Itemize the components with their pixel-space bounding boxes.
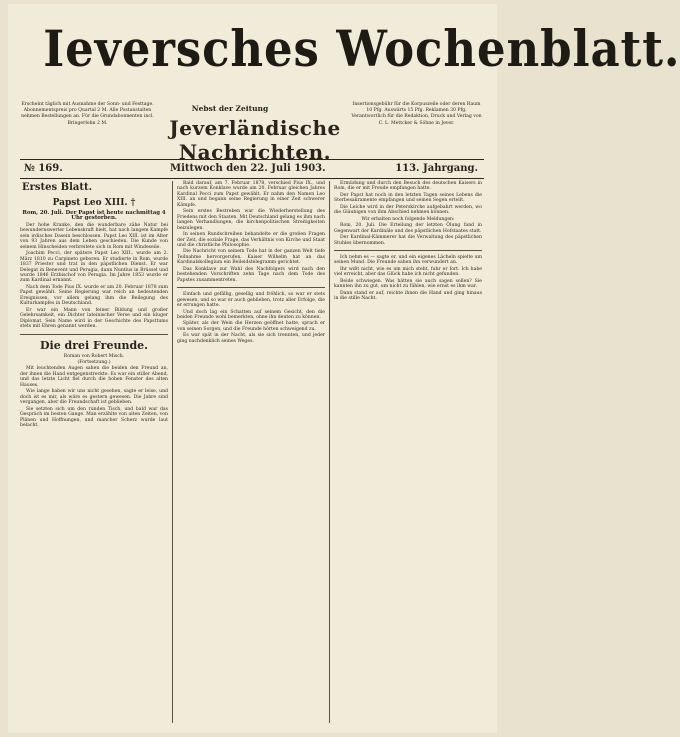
newspaper-page	[8, 4, 680, 733]
subtitle: Jeverländische Nachrichten.	[169, 116, 341, 164]
story-paragraph: Sie setzten sich um den runden Tisch, und bald war das Gespräch im besten Gange. Man erzählte von alten Zeiten, von Plänen und Hoffnungen, und mancher Scherz wurde laut belacht.	[20, 406, 168, 428]
article-paragraph: Die Nachricht von seinem Tode hat in der ganzen Welt tiefe Teilnahme hervorgerufen. Kaiser Wilhelm hat an das Kardinalskollegium ein Beileidstelegramm gerichtet.	[177, 249, 325, 266]
article-paragraph: Bald darauf, am 7. Februar 1878, verschied Pius IX., und nach kurzem Konklave wurde am 20. Februar gleichen Jahres Kardinal Pecci zum Papst gewählt. Er nahm den Namen Leo XIII. an und begann seine Regierung in einer Zeit schwerer Kämpfe.	[177, 181, 325, 208]
news-note: Rom, 20. Juli. Die Erteilung der letzten Ölung fand in Gegenwart der Kardinäle und des päpstlichen Hofstaates statt.	[334, 223, 482, 234]
column-1	[20, 181, 168, 723]
advertising-info: Insertionsgebühr für die Korpuszeile oder deren Raum 10 Pfg. Auswärts 15 Pfg. Reklamen 30 Pfg. Verantwortlich für die Redaktion, Druck und Verlag von C. L. Mettcker & Söhne in Jever.	[351, 102, 482, 126]
issue-date: Mittwoch den 22. Juli 1903.	[170, 163, 326, 174]
story-continuation: (Fortsetzung.)	[77, 359, 111, 365]
story-paragraph: Beide schwiegen. Was hätten sie auch sagen sollen? Sie kannten ihn zu gut, um nicht zu fühlen, wie ernst es ihm war.	[334, 278, 482, 290]
feuilleton-rule	[20, 334, 168, 335]
story-title: Die drei Freunde.	[40, 338, 148, 352]
supplement-note: Nebst der Zeitung	[191, 104, 269, 113]
article-paragraph: Der Papst hat noch in den letzten Tagen seines Lebens die Sterbesakramente empfangen und seinen Segen erteilt.	[334, 192, 482, 204]
story-paragraph: Es war spät in der Nacht, als sie sich trennten, und jeder ging nachdenklich seines Weges.	[177, 333, 325, 344]
dateline	[20, 159, 484, 179]
section-heading: Erstes Blatt.	[22, 182, 93, 193]
article-dedication: Rom, 20. Juli. Der Papst ist heute nachmittag 4 Uhr gestorben.	[22, 210, 166, 222]
volume-year: 113. Jahrgang.	[395, 163, 478, 174]
column-rule	[172, 181, 173, 723]
masthead	[20, 10, 680, 88]
story-paragraph: Ich nehm es — sagte er, und ein eigenes Lächeln spielte um seinen Mund. Die Freunde sahen ihn verwundert an.	[334, 254, 482, 266]
story-paragraph: Später, als der Wein die Herzen geöffnet hatte, sprach er von seinen Sorgen, und die Freunde hörten schweigend zu.	[177, 321, 325, 332]
article-paragraph: Nach dem Tode Pius IX. wurde er am 20. Februar 1878 zum Papst gewählt. Seine Regierung war reich an bedeutenden Ereignissen, vor allem gelang ihm die Beilegung des Kulturkampfes in Deutschland.	[20, 284, 168, 307]
column-rule	[329, 181, 330, 723]
story-paragraph: Ihr wißt nicht, wie es um mich steht, fuhr er fort. Ich habe viel erreicht, aber das Glück habe ich nicht gefunden.	[334, 266, 482, 278]
story-paragraph: Dann stand er auf, reichte ihnen die Hand und ging hinaus in die stille Nacht.	[334, 290, 482, 302]
article-paragraph: In seinen Rundschreiben behandelte er die großen Fragen der Zeit, die soziale Frage, das Verhältnis von Kirche und Staat und die christliche Philosophie.	[177, 232, 325, 248]
story-paragraph: Einfach und gefällig, gesellig und fröhlich, so war er stets gewesen, und so war er auch geblieben, trotz aller Erfolge, die er errungen hatte.	[177, 292, 325, 309]
subhead	[20, 102, 484, 164]
story-paragraph: Wie lange haben wir uns nicht gesehen, sagte er leise, und doch ist es mir, als wäre es gestern gewesen. Die Jahre sind vergangen, aber die Freundschaft ist geblieben.	[20, 389, 168, 406]
column-3	[334, 181, 482, 723]
article-headline: Papst Leo XIII. †	[52, 198, 136, 208]
article-paragraph: Das Konklave zur Wahl des Nachfolgers wird nach den bestehenden Vorschriften zehn Tage nach dem Tode des Papstes zusammentreten.	[177, 266, 325, 283]
article-paragraph: Ermüdung und durch den Besuch des deutschen Kaisers in Rom, die er mit Freude empfangen hatte.	[334, 181, 482, 192]
notes-heading: Wir erhalten noch folgende Meldungen:	[361, 216, 455, 222]
column-2	[177, 181, 325, 723]
article-paragraph: Sein erstes Bestreben war die Wiederherstellung des Friedens mit den Staaten. Mit Deutschland gelang es ihm nach langen Verhandlungen, die kirchenpolitischen Streitigkeiten beizulegen.	[177, 209, 325, 231]
article-paragraph: Joachim Pecci, der spätere Papst Leo XIII., wurde am 2. März 1810 zu Carpineto geboren. Er studierte in Rom, wurde 1837 Priester und trat in den päpstlichen Dienst. Er war Delegat in Benevent und Perugia, dann Nuntius in Brüssel und wurde 1846 Erzbischof von Perugia. Im Jahre 1853 wurde er zum Kardinal ernannt.	[20, 251, 168, 284]
issue-number: № 169.	[24, 163, 63, 174]
columns	[20, 181, 484, 723]
news-note: Der Kardinal-Kämmerer hat die Verwaltung des päpstlichen Stuhles übernommen.	[334, 235, 482, 246]
article-paragraph: Der hohe Kranke, den die wunderbare zähe Natur bei bewundernswerter Lebenskraft hielt, hat nach langem Kampfe sein irdisches Dasein beschlossen. Papst Leo XIII. ist im Alter von 93 Jahren aus dem Leben geschieden. Die Kunde von seinem Hinscheiden verbreitete sich in Rom mit Windeseile.	[20, 222, 168, 250]
story-paragraph: Und doch lag ein Schatten auf seinem Gesicht, den die beiden Freunde wohl bemerkten, ohne ihn deuten zu können.	[177, 309, 325, 320]
story-byline: Roman von Robert Misch.	[63, 353, 125, 359]
article-paragraph: Er war ein Mann von feiner Bildung und großer Gelehrsamkeit, ein Dichter lateinischer Verse und ein kluger Diplomat. Sein Name wird in der Geschichte des Papsttums stets mit Ehren genannt werden.	[20, 307, 168, 330]
feuilleton-rule	[177, 287, 325, 288]
subscription-info: Erscheint täglich mit Ausnahme der Sonn- und Festtage. Abonnementspreis pro Quartal 2 M. Alle Postanstalten nehmen Bestellungen an. Für die Grundabonnenten incl. Bringerlohn 2 M.	[21, 102, 154, 126]
newspaper-title: Ieversches Wochenblatt.	[43, 19, 680, 78]
feuilleton-rule	[334, 250, 482, 251]
story-paragraph: Mit leuchtenden Augen sahen die beiden den Freund an, der ihnen die Hand entgegenstreckte. Es war ein stiller Abend, und das letzte Licht fiel durch die hohen Fenster des alten Hauses.	[20, 366, 168, 388]
article-paragraph: Die Leiche wird in der Peterskirche aufgebahrt werden, wo die Gläubigen von ihm Abschied nehmen können.	[334, 204, 482, 216]
